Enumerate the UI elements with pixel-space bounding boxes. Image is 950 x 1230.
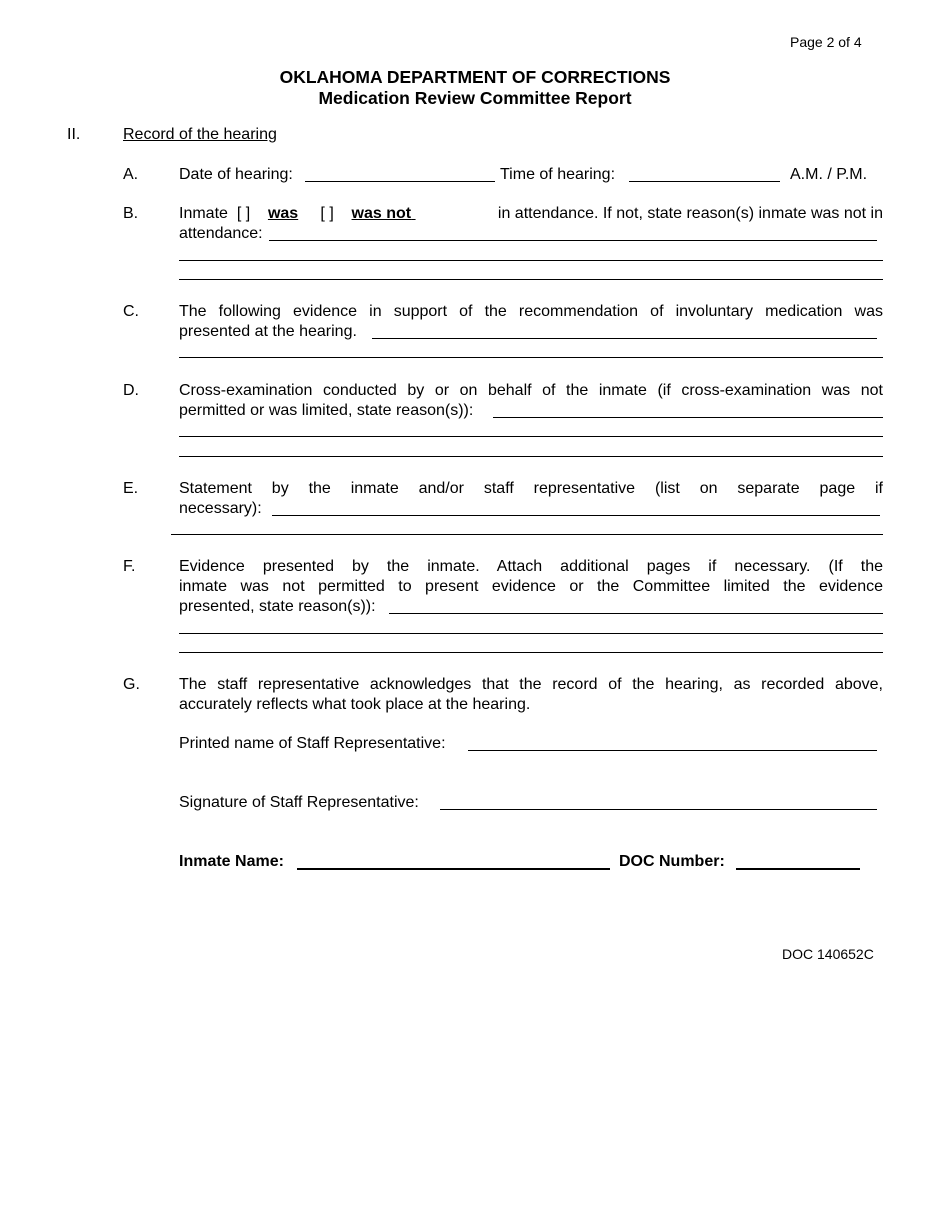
attendance-label: attendance: — [179, 225, 263, 242]
item-b-letter: B. — [123, 205, 139, 222]
section-title: Record of the hearing — [123, 126, 277, 143]
statement-field-2[interactable] — [171, 534, 883, 535]
item-c-text-2: presented at the hearing. — [179, 323, 357, 340]
item-g-letter: G. — [123, 676, 140, 693]
signature-label: Signature of Staff Representative: — [179, 794, 419, 811]
item-f-letter: F. — [123, 558, 136, 575]
signature-field[interactable] — [440, 809, 877, 810]
printed-name-label: Printed name of Staff Representative: — [179, 735, 446, 752]
time-label: Time of hearing: — [500, 166, 616, 183]
evidence-field-2[interactable] — [179, 357, 883, 358]
item-c-letter: C. — [123, 303, 139, 320]
section-number: II. — [67, 126, 81, 143]
was-not-option: was not — [351, 205, 412, 222]
department-title: OKLAHOMA DEPARTMENT OF CORRECTIONS — [279, 67, 671, 87]
date-of-hearing-field[interactable] — [305, 181, 495, 182]
was-option: was — [267, 205, 299, 222]
item-e-letter: E. — [123, 480, 139, 497]
inmate-evidence-field-3[interactable] — [179, 652, 883, 653]
form-id: DOC 140652C — [782, 946, 874, 962]
item-d-text-2: permitted or was limited, state reason(s)): — [179, 402, 474, 419]
report-title: Medication Review Committee Report — [318, 88, 632, 108]
evidence-field-1[interactable] — [372, 338, 877, 339]
cross-exam-field-1[interactable] — [493, 417, 883, 418]
printed-name-field[interactable] — [468, 750, 877, 751]
doc-number-label: DOC Number: — [619, 853, 725, 870]
item-f-text-1: Evidence presented by the inmate. Attach additional pages if necessary. (If the — [179, 558, 883, 575]
cross-exam-field-2[interactable] — [179, 436, 883, 437]
attendance-reason-field-3[interactable] — [179, 279, 883, 280]
inmate-name-field[interactable] — [297, 868, 610, 870]
item-f-text-2: inmate was not permitted to present evidence or the Committee limited the evidence — [179, 578, 883, 595]
item-c-text-1: The following evidence in support of the recommendation of involuntary medication was — [179, 303, 883, 320]
statement-field-1[interactable] — [272, 515, 880, 516]
page-number: Page 2 of 4 — [790, 34, 862, 50]
am-pm-option[interactable]: A.M. / P.M. — [790, 166, 868, 183]
item-e-text-2: necessary): — [179, 500, 262, 517]
was-not-checkbox[interactable]: [ ] — [320, 205, 334, 222]
attendance-line — [179, 204, 883, 224]
item-g-text-1: The staff representative acknowledges that the record of the hearing, as recorded above, — [179, 676, 883, 693]
item-d-text-1: Cross-examination conducted by or on behalf of the inmate (if cross-examination was not — [179, 382, 883, 399]
doc-number-field[interactable] — [736, 868, 860, 870]
item-d-letter: D. — [123, 382, 139, 399]
attendance-reason-field-1[interactable] — [269, 240, 877, 241]
inmate-name-label: Inmate Name: — [179, 853, 284, 870]
was-checkbox[interactable]: [ ] — [236, 205, 251, 222]
item-f-text-3: presented, state reason(s)): — [179, 598, 376, 615]
document-header — [0, 67, 950, 109]
attendance-reason-field-2[interactable] — [179, 260, 883, 261]
time-of-hearing-field[interactable] — [629, 181, 780, 182]
item-e-text-1: Statement by the inmate and/or staff representative (list on separate page if — [179, 480, 883, 497]
inmate-evidence-field-1[interactable] — [389, 613, 883, 614]
attendance-rest-text: in attendance. If not, state reason(s) inmate was not in — [497, 205, 883, 222]
cross-exam-field-3[interactable] — [179, 456, 883, 457]
inmate-word: Inmate — [179, 205, 228, 222]
item-a-letter: A. — [123, 166, 139, 183]
date-label: Date of hearing: — [179, 166, 293, 183]
inmate-evidence-field-2[interactable] — [179, 633, 883, 634]
item-g-text-2: accurately reflects what took place at the hearing. — [179, 696, 531, 713]
